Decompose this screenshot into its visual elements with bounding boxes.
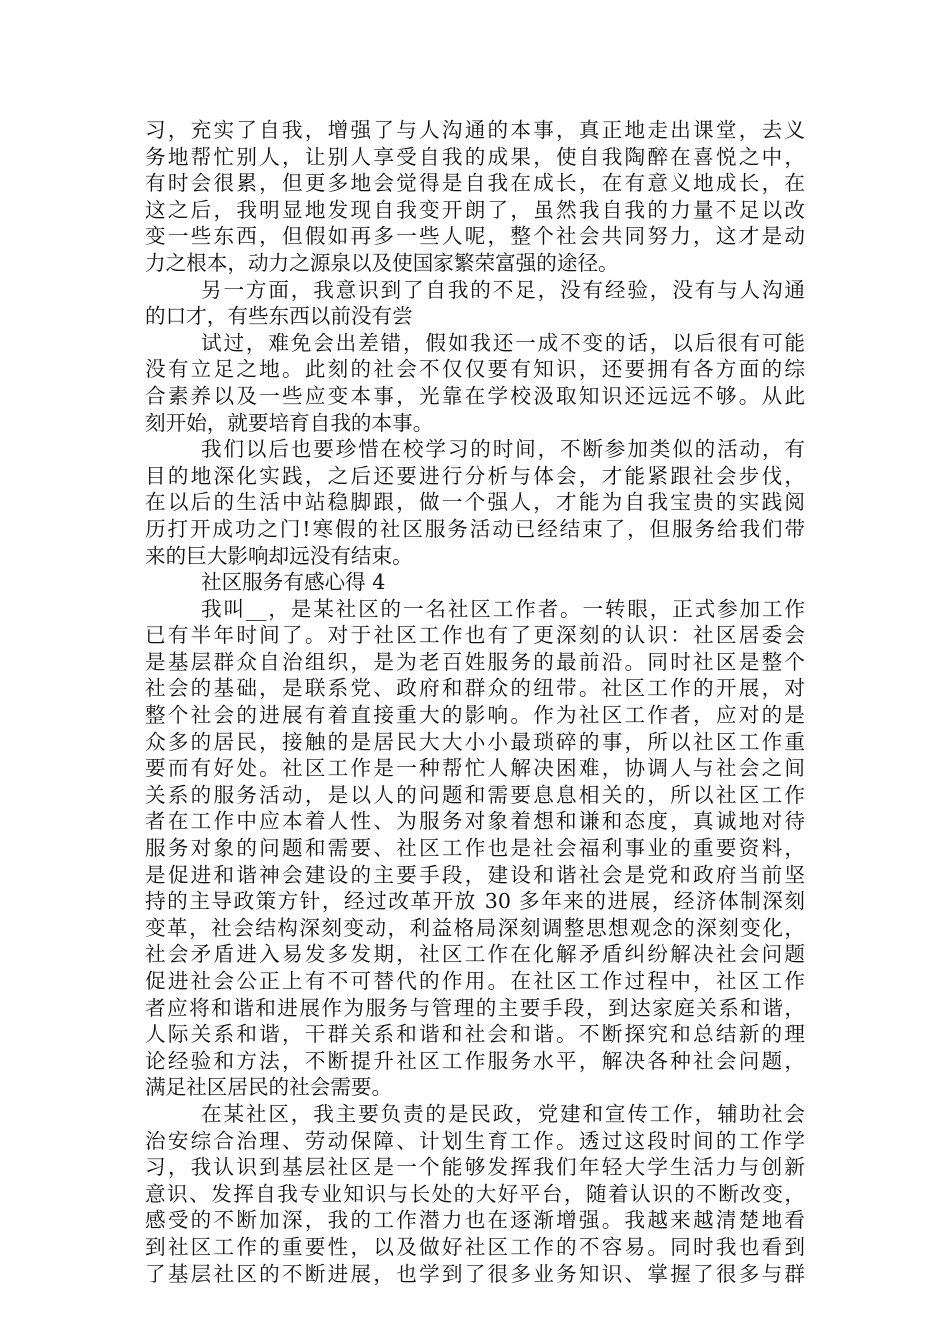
text-line: 社区服务有感心得 4 (201, 570, 386, 595)
text-line: 有时会很累，但更多地会觉得是自我在成长，在有意义地成长，在 (145, 171, 805, 196)
text-line: 历打开成功之门!寒假的社区服务活动已经结束了，但服务给我们带 (145, 516, 805, 541)
text-line: 在某社区，我主要负责的是民政，党建和宣传工作，辅助社会 (201, 1101, 805, 1126)
text-line: 习，充实了自我，增强了与人沟通的本事，真正地走出课堂，去义 (145, 118, 805, 142)
text-line: 论经验和方法，不断提升社区工作服务水平，解决各种社会问题， (145, 1048, 805, 1073)
text-line: 我叫__，是某社区的一名社区工作者。一转眼，正式参加工作 (201, 596, 805, 621)
text-line: 变一些东西，但假如再多一些人呢，整个社会共同努力，这才是动 (145, 224, 805, 249)
text-line: 众多的居民，接触的是居民大大小小最琐碎的事，所以社区工作重 (145, 729, 805, 754)
text-line: 是促进和谐神会建设的主要手段，建设和谐社会是党和政府当前坚 (145, 862, 805, 887)
text-line: 治安综合治理、劳动保障、计划生育工作。透过这段时间的工作学 (145, 1128, 805, 1153)
text-line: 的口才，有些东西以前没有尝 (145, 304, 413, 329)
text-line: 服务对象的问题和需要、社区工作也是社会福利事业的重要资料， (145, 836, 805, 861)
text-line: 务地帮忙别人，让别人享受自我的成果，使自我陶醉在喜悦之中， (145, 144, 805, 169)
text-line: 人际关系和谐，干群关系和谐和社会和谐。不断探究和总结新的理 (145, 1022, 805, 1047)
text-line: 另一方面，我意识到了自我的不足，没有经验，没有与人沟通 (201, 277, 805, 302)
text-line: 已有半年时间了。对于社区工作也有了更深刻的认识：社区居委会 (145, 623, 805, 648)
text-line: 力之根本，动力之源泉以及使国家繁荣富强的途径。 (145, 250, 619, 275)
text-line: 变革，社会结构深刻变动，利益格局深刻调整思想观念的深刻变化， (145, 915, 805, 940)
text-line: 合素养以及一些应变本事，光靠在学校汲取知识还远远不够。从此 (145, 383, 805, 408)
text-line: 感受的不断加深，我的工作潜力也在逐渐增强。我越来越清楚地看 (145, 1208, 805, 1233)
text-line: 这之后，我明显地发现自我变开朗了，虽然我自我的力量不足以改 (145, 197, 805, 222)
text-line: 了基层社区的不断进展，也学到了很多业务知识、掌握了很多与群 (145, 1261, 805, 1286)
text-line: 者在工作中应本着人性、为服务对象着想和谦和态度，真诚地对待 (145, 809, 805, 834)
text-line: 满足社区居民的社会需要。 (145, 1075, 393, 1100)
text-line: 社会矛盾进入易发多发期，社区工作在化解矛盾纠纷解决社会问题 (145, 942, 805, 967)
text-line: 持的主导政策方针，经过改革开放 30 多年来的进展，经济体制深刻 (145, 889, 805, 914)
text-line: 刻开始，就要培育自我的本事。 (145, 410, 434, 435)
text-line: 社会的基础，是联系党、政府和群众的纽带。社区工作的开展，对 (145, 676, 805, 701)
text-line: 没有立足之地。此刻的社会不仅仅要有知识，还要拥有各方面的综 (145, 357, 805, 382)
text-line: 是基层群众自治组织，是为老百姓服务的最前沿。同时社区是整个 (145, 649, 805, 674)
text-line: 在以后的生活中站稳脚跟，做一个强人，才能为自我宝贵的实践阅 (145, 490, 805, 515)
text-line: 习，我认识到基层社区是一个能够发挥我们年轻大学生活力与创新 (145, 1155, 805, 1180)
text-line: 整个社会的进展有着直接重大的影响。作为社区工作者，应对的是 (145, 703, 805, 728)
text-line: 要而有好处。社区工作是一种帮忙人解决困难，协调人与社会之间 (145, 756, 805, 781)
document-body (145, 117, 805, 1287)
text-line: 目的地深化实践，之后还要进行分析与体会，才能紧跟社会步伐， (145, 463, 805, 488)
text-line: 试过，难免会出差错，假如我还一成不变的话，以后很有可能 (201, 330, 805, 355)
text-line: 来的巨大影响却远没有结束。 (145, 543, 413, 568)
text-line: 关系的服务活动，是以人的问题和需要息息相关的，所以社区工作 (145, 782, 805, 807)
text-line: 到社区工作的重要性，以及做好社区工作的不容易。同时我也看到 (145, 1234, 805, 1259)
text-line: 我们以后也要珍惜在校学习的时间，不断参加类似的活动，有 (201, 437, 805, 462)
text-line: 促进社会公正上有不可替代的作用。在社区工作过程中，社区工作 (145, 969, 805, 993)
text-line: 意识、发挥自我专业知识与长处的大好平台，随着认识的不断改变， (145, 1181, 805, 1206)
text-line: 者应将和谐和进展作为服务与管理的主要手段，到达家庭关系和谐， (145, 995, 805, 1020)
